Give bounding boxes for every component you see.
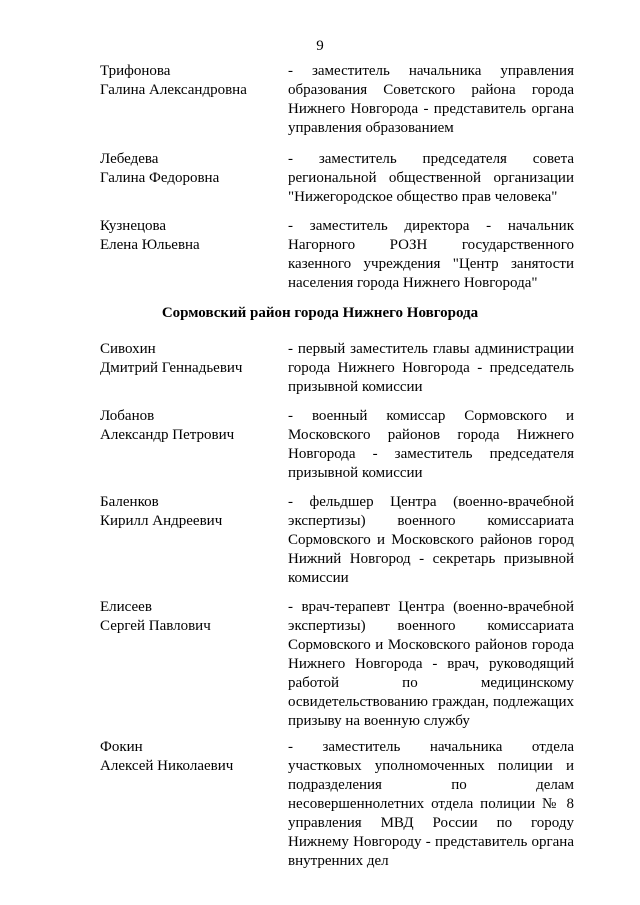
member-name: Кузнецова Елена Юльевна: [100, 218, 200, 253]
member-name: Елисеев Сергей Павлович: [100, 599, 211, 634]
member-role: - фельдшер Центра (военно-врачебной экспертизы) военного комиссариата Сормовского и Московского районов город Нижний Новгород - секретарь призывной комиссии: [288, 494, 574, 586]
member-name: Баленков Кирилл Андреевич: [100, 494, 223, 529]
member-name: Сивохин Дмитрий Геннадьевич: [100, 341, 243, 376]
member-name: Фокин Алексей Николаевич: [100, 739, 234, 774]
member-name: Трифонова Галина Александровна: [100, 63, 247, 98]
member-name: Лебедева Галина Федоровна: [100, 151, 220, 186]
member-name: Лобанов Александр Петрович: [100, 408, 235, 443]
member-role: - первый заместитель главы администрации города Нижнего Новгорода - председатель призывной комиссии: [288, 341, 574, 395]
page-number: 9: [316, 38, 324, 54]
member-role: - заместитель директора - начальник Нагорного РОЗН государственного казенного учреждения "Центр занятости населения города Нижнего Новгорода": [288, 218, 574, 291]
member-role: - заместитель начальника отдела участковых уполномоченных полиции и подразделения по делам несовершеннолетних отдела полиции № 8 управления МВД России по городу Нижнему Новгороду - представитель органа внутренних дел: [288, 739, 574, 869]
member-role: - заместитель начальника управления образования Советского района города Нижнего Новгорода - представитель органа управления образованием: [288, 63, 574, 136]
section-heading: Сормовский район города Нижнего Новгорода: [161, 305, 479, 321]
member-role: - заместитель председателя совета региональной общественной организации "Нижегородское общество прав человека": [288, 151, 574, 205]
member-role: - врач-терапевт Центра (военно-врачебной экспертизы) военного комиссариата Сормовского и Московского районов города Нижнего Новгорода - врач, руководящий работой по медицинскому освидетельствованию граждан, подлежащих призыву на военную службу: [288, 599, 574, 729]
member-role: - военный комиссар Сормовского и Московского районов города Нижнего Новгорода - заместитель председателя призывной комиссии: [288, 408, 574, 481]
